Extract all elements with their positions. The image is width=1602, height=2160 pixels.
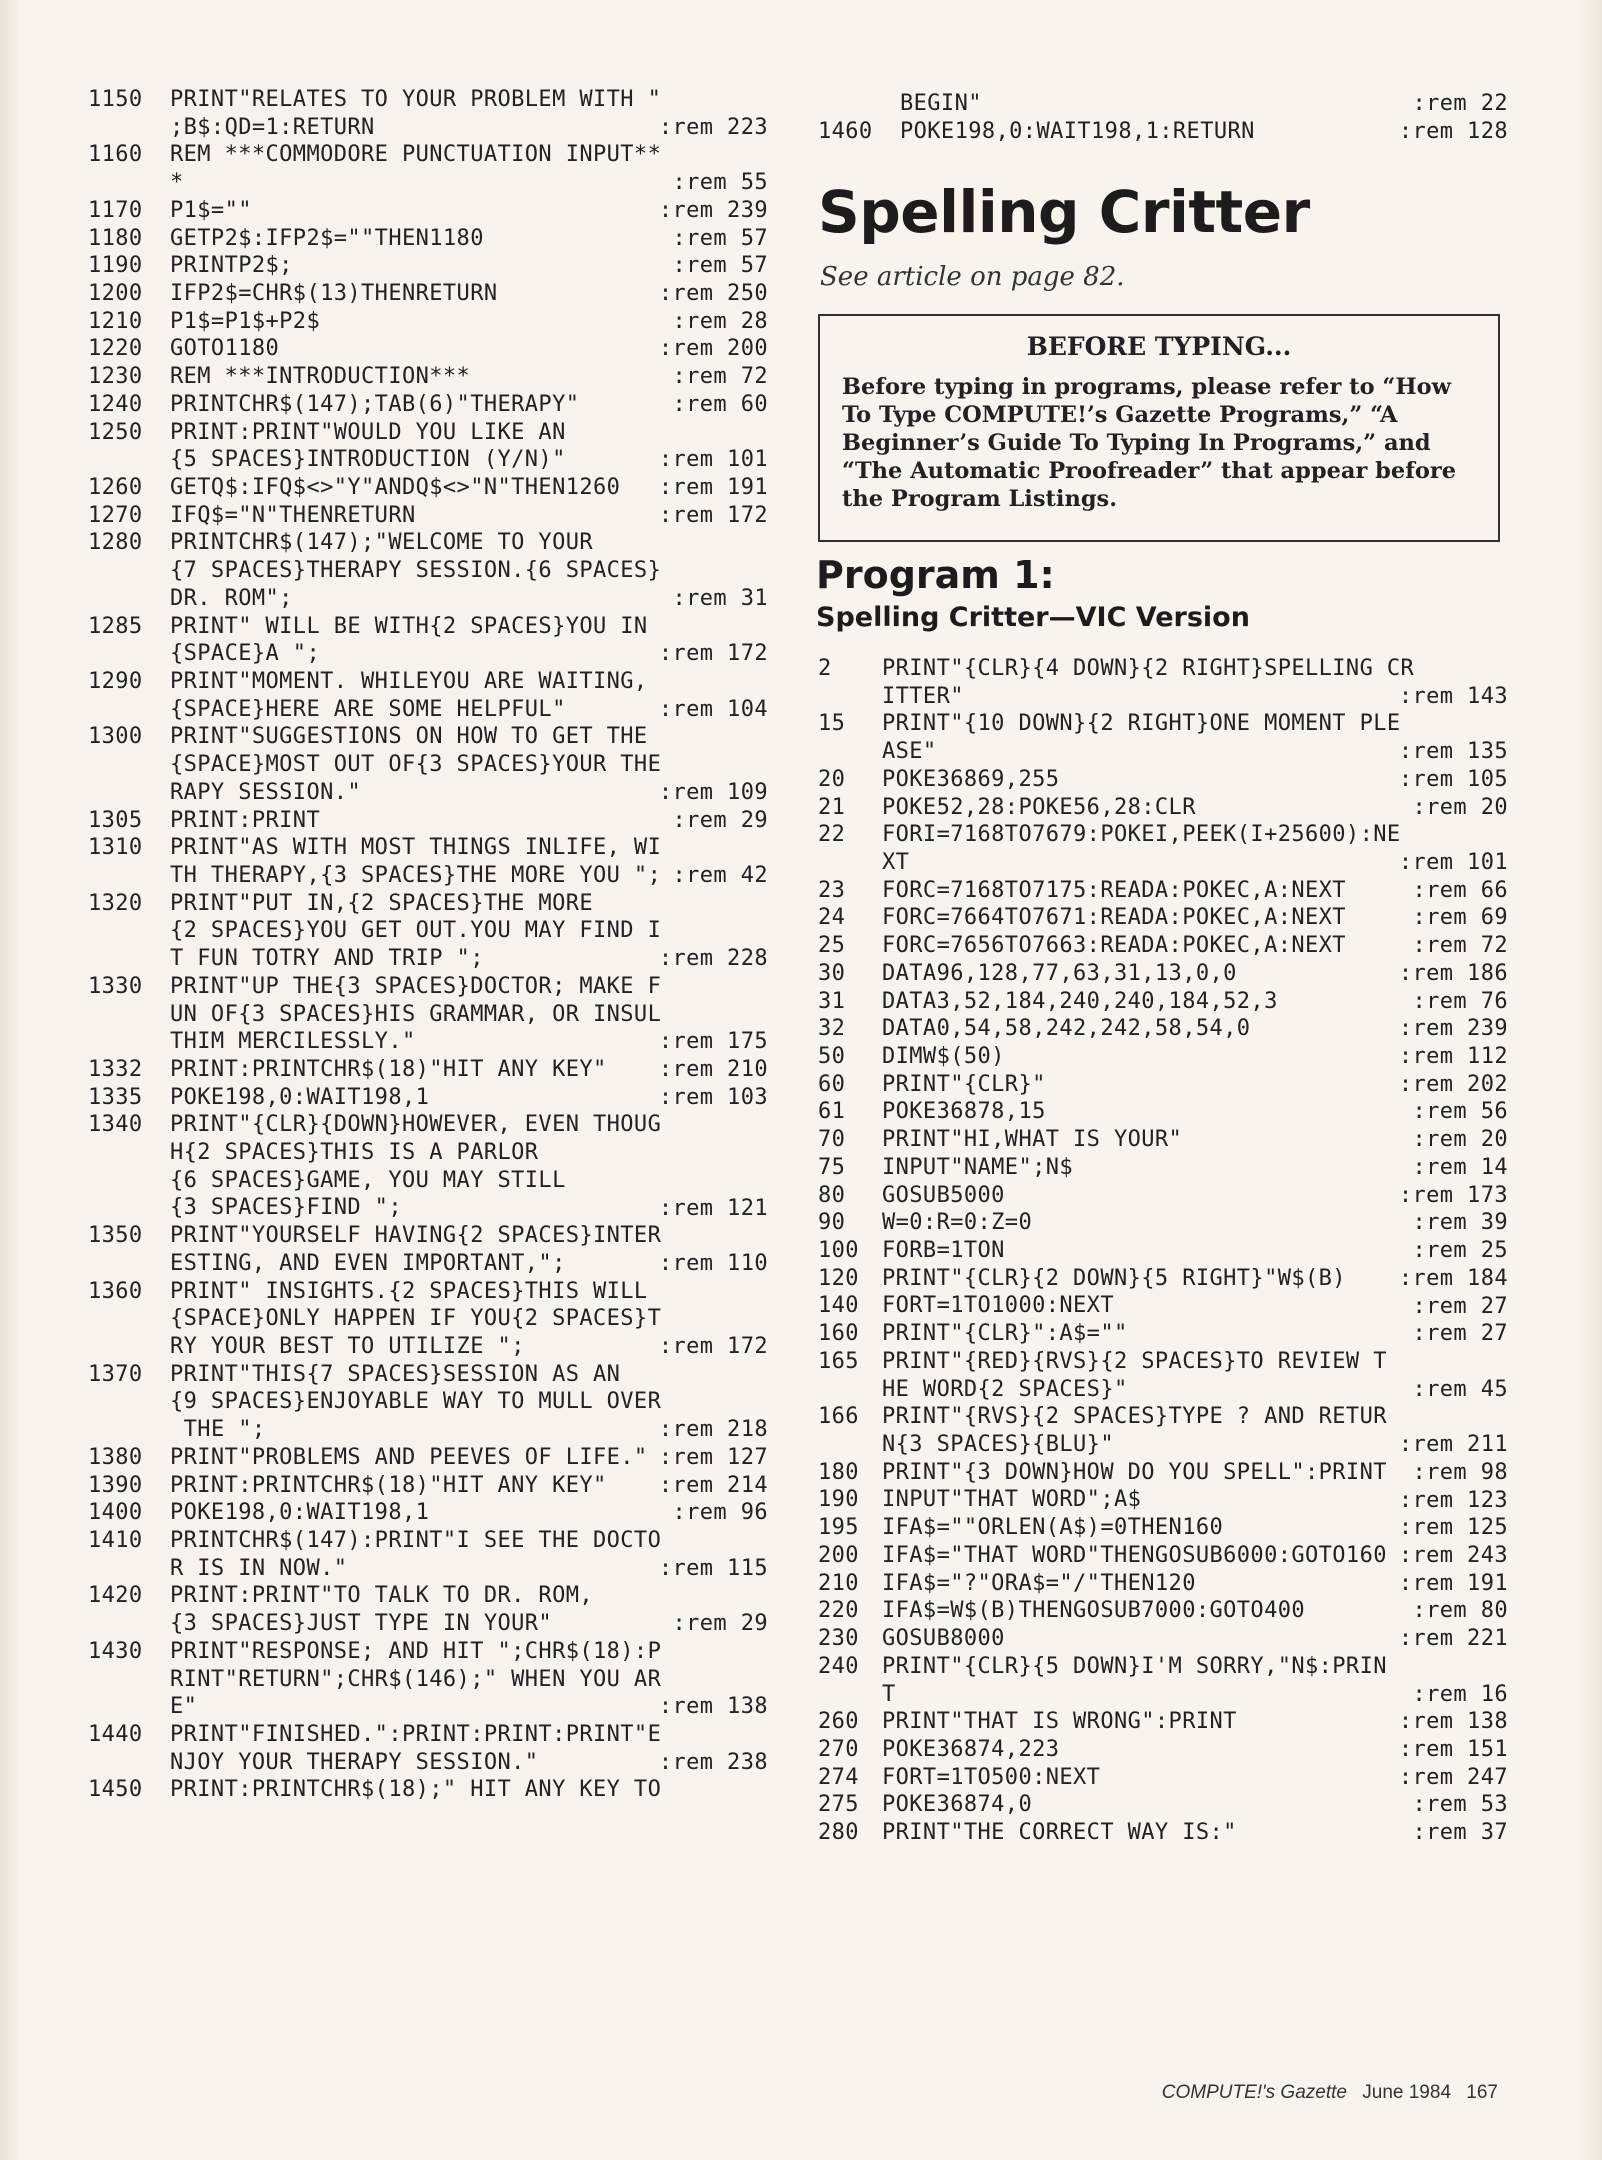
rem-checksum: :rem 115 [658, 1555, 768, 1581]
line-number: 270 [818, 1736, 859, 1762]
rem-checksum: :rem 173 [1398, 1182, 1508, 1208]
line-number: 60 [818, 1071, 846, 1097]
rem-checksum: :rem 22 [1412, 91, 1508, 117]
line-number: 1380 [88, 1444, 143, 1470]
line-number: 1410 [88, 1528, 143, 1554]
rem-checksum: :rem 72 [672, 364, 768, 390]
rem-checksum: :rem 29 [672, 1611, 768, 1637]
line-number: 1430 [88, 1638, 143, 1664]
right-program-listing [818, 655, 1508, 1847]
rem-checksum: :rem 66 [1412, 877, 1508, 903]
rem-checksum: :rem 143 [1398, 683, 1508, 709]
line-number: 1460 [818, 118, 873, 144]
listing-line [818, 1791, 1508, 1819]
rem-checksum: :rem 128 [1398, 118, 1508, 144]
line-code: INPUT"NAME";N$ [882, 1154, 1074, 1180]
rem-checksum: :rem 39 [1412, 1210, 1508, 1236]
line-number: 1200 [88, 281, 143, 306]
footer-date: June 1984 [1362, 2082, 1452, 2103]
listing-line [818, 794, 1508, 822]
rem-checksum: :rem 239 [1398, 1016, 1508, 1042]
line-code: PRINT"UP THE{3 SPACES}DOCTOR; MAKE F UN OF{3 SPACES}HIS GRAMMAR, OR INSUL THIM MERCILESSLY." [170, 973, 662, 1055]
rem-checksum: :rem 214 [658, 1472, 768, 1498]
rem-checksum: :rem 135 [1398, 739, 1508, 765]
line-number: 165 [818, 1348, 859, 1374]
line-code: FORB=1TON [882, 1238, 1005, 1264]
rem-checksum: :rem 55 [672, 170, 768, 196]
line-code: PRINT"MOMENT. WHILEYOU ARE WAITING, {SPACE}HERE ARE SOME HELPFUL" [170, 669, 648, 722]
line-code: IFP2$=CHR$(13)THENRETURN [170, 281, 498, 306]
listing-line [88, 807, 768, 835]
rem-checksum: :rem 80 [1412, 1598, 1508, 1624]
line-code: PRINT"PUT IN,{2 SPACES}THE MORE {2 SPACES}YOU GET OUT.YOU MAY FIND I T FUN TOTRY AND TRIP "; [170, 890, 662, 972]
listing-line [88, 308, 768, 336]
rem-checksum: :rem 57 [672, 225, 768, 251]
line-code: FORC=7664TO7671:READA:POKEC,A:NEXT [882, 905, 1346, 931]
rem-checksum: :rem 210 [658, 1056, 768, 1082]
line-code: PRINT"RELATES TO YOUR PROBLEM WITH " ;B$:QD=1:RETURN [170, 87, 662, 140]
line-number: 280 [818, 1820, 859, 1846]
rem-checksum: :rem 184 [1398, 1265, 1508, 1291]
line-number: 1220 [88, 336, 143, 362]
line-code: PRINTCHR$(147);"WELCOME TO YOUR {7 SPACES}THERAPY SESSION.{6 SPACES} DR. ROM"; [170, 530, 662, 611]
line-code: PRINT"PROBLEMS AND PEEVES OF LIFE." [170, 1444, 648, 1470]
line-code: PRINT:PRINTCHR$(18)"HIT ANY KEY" [170, 1472, 607, 1498]
rem-checksum: :rem 200 [658, 336, 768, 362]
line-number: 1150 [88, 87, 143, 112]
listing-line [88, 1582, 768, 1637]
line-code: IFA$="THAT WORD"THENGOSUB6000:GOTO160 [882, 1542, 1387, 1568]
rem-checksum: :rem 20 [1412, 794, 1508, 820]
line-code: GOSUB8000 [882, 1626, 1005, 1652]
line-number: 1370 [88, 1361, 143, 1387]
line-number: 2 [818, 656, 832, 681]
line-number [818, 90, 900, 118]
rem-checksum: :rem 121 [658, 1195, 768, 1221]
line-code: POKE36869,255 [882, 766, 1060, 792]
line-code: POKE36878,15 [882, 1099, 1046, 1125]
line-number: 70 [818, 1127, 846, 1153]
line-code: PRINT:PRINT"TO TALK TO DR. ROM, {3 SPACES}JUST TYPE IN YOUR" [170, 1583, 593, 1637]
listing-line [88, 391, 768, 419]
line-number: 1170 [88, 197, 143, 223]
rem-checksum: :rem 191 [658, 475, 768, 501]
rem-checksum: :rem 186 [1398, 960, 1508, 986]
line-code: REM ***INTRODUCTION*** [170, 364, 471, 390]
line-code: DATA0,54,58,242,242,58,54,0 [882, 1016, 1251, 1042]
rem-checksum: :rem 238 [658, 1749, 768, 1775]
rem-checksum: :rem 221 [1398, 1626, 1508, 1652]
line-number: 15 [818, 711, 846, 737]
rem-checksum: :rem 57 [672, 253, 768, 279]
line-code: PRINT"{CLR}{4 DOWN}{2 RIGHT}SPELLING CR ITTER" [882, 656, 1415, 709]
line-number: 230 [818, 1626, 859, 1652]
listing-line [818, 988, 1508, 1016]
line-number: 1210 [88, 308, 143, 334]
rem-checksum: :rem 105 [1398, 766, 1508, 792]
rem-checksum: :rem 247 [1398, 1764, 1508, 1790]
listing-line [88, 225, 768, 253]
line-number: 1350 [88, 1223, 143, 1249]
line-code: PRINT"SUGGESTIONS ON HOW TO GET THE {SPACE}MOST OUT OF{3 SPACES}YOUR THE RAPY SESSION." [170, 724, 662, 805]
line-code: P1$="" [170, 197, 252, 223]
line-number: 1270 [88, 502, 143, 528]
line-code: P1$=P1$+P2$ [170, 308, 321, 334]
rem-checksum: :rem 109 [658, 779, 768, 805]
line-number: 24 [818, 905, 846, 931]
line-code: PRINT:PRINT"WOULD YOU LIKE AN {5 SPACES}INTRODUCTION (Y/N)" [170, 419, 566, 473]
line-number: 1160 [88, 142, 143, 168]
line-code: PRINTP2$; [170, 253, 293, 279]
line-number: 1180 [88, 225, 143, 251]
line-number: 30 [818, 960, 846, 986]
line-code: FORC=7168TO7175:READA:POKEC,A:NEXT [882, 877, 1346, 903]
rem-checksum: :rem 211 [1398, 1432, 1508, 1458]
rem-checksum: :rem 151 [1398, 1736, 1508, 1762]
rem-checksum: :rem 101 [658, 447, 768, 473]
line-number: 140 [818, 1293, 859, 1319]
line-number: 1360 [88, 1278, 143, 1304]
line-code: POKE198,0:WAIT198,1 [170, 1500, 430, 1526]
footer-publication: COMPUTE!'s Gazette [1161, 2082, 1347, 2103]
line-number: 1250 [88, 419, 143, 445]
line-number: 1450 [88, 1777, 143, 1803]
line-code: PRINT" INSIGHTS.{2 SPACES}THIS WILL {SPACE}ONLY HAPPEN IF YOU{2 SPACES}T RY YOUR BEST TO UTILIZE "; [170, 1278, 662, 1360]
line-code: FORT=1TO1000:NEXT [882, 1293, 1114, 1319]
listing-line [818, 1819, 1508, 1847]
rem-checksum: :rem 138 [658, 1694, 768, 1720]
line-code: IFA$=""ORLEN(A$)=0THEN160 [882, 1515, 1224, 1541]
line-number: 1285 [88, 613, 143, 639]
line-code: PRINT"THIS{7 SPACES}SESSION AS AN {9 SPACES}ENJOYABLE WAY TO MULL OVER THE "; [170, 1361, 662, 1443]
listing-line [88, 1776, 768, 1804]
rem-checksum: :rem 69 [1412, 905, 1508, 931]
line-code: PRINT"YOURSELF HAVING{2 SPACES}INTER ESTING, AND EVEN IMPORTANT,"; [170, 1223, 662, 1276]
rem-checksum: :rem 16 [1412, 1681, 1508, 1707]
line-number: 260 [818, 1709, 859, 1735]
line-number: 166 [818, 1404, 859, 1430]
rem-checksum: :rem 60 [672, 391, 768, 417]
rem-checksum: :rem 98 [1412, 1459, 1508, 1485]
rem-checksum: :rem 172 [658, 641, 768, 667]
rem-checksum: :rem 127 [658, 1444, 768, 1470]
line-code: POKE52,28:POKE56,28:CLR [882, 794, 1196, 820]
line-code: W=0:R=0:Z=0 [882, 1210, 1033, 1236]
line-code: INPUT"THAT WORD";A$ [882, 1487, 1142, 1513]
listing-line [88, 529, 768, 612]
line-number: 61 [818, 1099, 846, 1125]
listing-line [818, 1597, 1508, 1625]
article-title: Spelling Critter [818, 178, 1310, 246]
line-number: 1400 [88, 1500, 143, 1526]
line-code: BEGIN" [900, 91, 982, 116]
rem-checksum: :rem 172 [658, 502, 768, 528]
rem-checksum: :rem 175 [658, 1029, 768, 1055]
line-code: POKE36874,223 [882, 1736, 1060, 1762]
line-code: PRINT"RESPONSE; AND HIT ";CHR$(18):P RINT"RETURN";CHR$(146);" WHEN YOU AR E" [170, 1638, 662, 1720]
listing-line [818, 1348, 1508, 1403]
line-code: PRINT"FINISHED.":PRINT:PRINT:PRINT"E NJOY YOUR THERAPY SESSION." [170, 1722, 662, 1775]
line-number: 100 [818, 1238, 859, 1264]
line-code: FORT=1TO500:NEXT [882, 1764, 1101, 1790]
line-code: PRINT"THE CORRECT WAY IS:" [882, 1820, 1237, 1846]
listing-line [818, 904, 1508, 932]
line-code: GOTO1180 [170, 336, 280, 362]
line-number: 1340 [88, 1112, 143, 1138]
line-number: 90 [818, 1210, 846, 1236]
line-number: 80 [818, 1182, 846, 1208]
rem-checksum: :rem 138 [1398, 1709, 1508, 1735]
rem-checksum: :rem 223 [658, 114, 768, 140]
rem-checksum: :rem 250 [658, 281, 768, 307]
listing-line [88, 1499, 768, 1527]
line-code: FORI=7168TO7679:POKEI,PEEK(I+25600):NE XT [882, 822, 1401, 875]
line-number: 50 [818, 1044, 846, 1070]
line-code: PRINT:PRINT [170, 807, 321, 833]
rem-checksum: :rem 191 [1398, 1570, 1508, 1596]
continued-program-listing [818, 90, 1508, 145]
line-number: 1190 [88, 253, 143, 279]
line-code: PRINT"{10 DOWN}{2 RIGHT}ONE MOMENT PLE ASE" [882, 711, 1401, 765]
rem-checksum: :rem 228 [658, 946, 768, 972]
line-code: PRINT"{CLR}{2 DOWN}{5 RIGHT}"W$(B) [882, 1265, 1346, 1291]
listing-line [818, 90, 1508, 118]
listing-line [88, 834, 768, 889]
box-text: Before typing in programs, please refer to “How To Type COMPUTE!’s Gazette Programs,” “A Beginner’s Guide To Typing In Programs,” and “The Automatic Proofreader” that appear before the Program Listings. [842, 374, 1457, 512]
rem-checksum: :rem 27 [1412, 1321, 1508, 1347]
rem-checksum: :rem 37 [1412, 1820, 1508, 1846]
line-number: 21 [818, 794, 846, 820]
before-typing-box [818, 314, 1500, 542]
listing-line [818, 1320, 1508, 1348]
line-code: IFA$="?"ORA$="/"THEN120 [882, 1570, 1196, 1596]
listing-line [818, 1209, 1508, 1237]
see-article-note: See article on page 82. [820, 262, 1125, 292]
page-footer [1152, 2082, 1498, 2104]
listing-line [818, 877, 1508, 905]
rem-checksum: :rem 25 [1412, 1238, 1508, 1264]
rem-checksum: :rem 42 [672, 862, 768, 888]
listing-line [818, 1126, 1508, 1154]
rem-checksum: :rem 28 [672, 308, 768, 334]
listing-line [818, 1154, 1508, 1182]
listing-line [818, 1653, 1508, 1708]
rem-checksum: :rem 31 [672, 585, 768, 611]
line-number: 1240 [88, 391, 143, 417]
rem-checksum: :rem 72 [1412, 933, 1508, 959]
line-code: DIMW$(50) [882, 1044, 1005, 1070]
footer-page-number: 167 [1466, 2082, 1498, 2103]
listing-line [818, 1459, 1508, 1487]
line-number: 1260 [88, 475, 143, 501]
program-subheading: Spelling Critter—VIC Version [816, 602, 1250, 633]
rem-checksum: :rem 125 [1398, 1515, 1508, 1541]
listing-line [88, 141, 768, 196]
line-code: PRINT:PRINTCHR$(18)"HIT ANY KEY" [170, 1056, 607, 1082]
line-code: PRINTCHR$(147);TAB(6)"THERAPY" [170, 391, 580, 417]
listing-line [818, 1237, 1508, 1265]
listing-line [818, 932, 1508, 960]
line-number: 32 [818, 1016, 846, 1042]
line-code: REM ***COMMODORE PUNCTUATION INPUT** * [170, 142, 662, 196]
line-code: POKE36874,0 [882, 1792, 1033, 1818]
line-code: GETP2$:IFP2$=""THEN1180 [170, 225, 484, 251]
line-code: PRINT"{CLR}{5 DOWN}I'M SORRY,"N$:PRIN T [882, 1653, 1387, 1707]
line-number: 1420 [88, 1583, 143, 1609]
listing-line [818, 1098, 1508, 1126]
rem-checksum: :rem 76 [1412, 988, 1508, 1014]
line-number: 210 [818, 1570, 859, 1596]
line-code: PRINT"{CLR}":A$="" [882, 1321, 1128, 1347]
line-number: 274 [818, 1764, 859, 1790]
line-number: 190 [818, 1487, 859, 1513]
line-number: 1330 [88, 973, 143, 999]
line-number: 240 [818, 1653, 859, 1679]
line-number: 1332 [88, 1056, 143, 1082]
line-number: 1335 [88, 1084, 143, 1110]
line-code: POKE198,0:WAIT198,1:RETURN [900, 118, 1255, 144]
rem-checksum: :rem 104 [658, 696, 768, 722]
line-code: PRINT" WILL BE WITH{2 SPACES}YOU IN {SPACE}A "; [170, 613, 648, 667]
left-program-listing [88, 86, 768, 1804]
line-code: IFA$=W$(B)THENGOSUB7000:GOTO400 [882, 1598, 1305, 1624]
rem-checksum: :rem 29 [672, 807, 768, 833]
line-number: 275 [818, 1792, 859, 1818]
line-code: PRINT"{RVS}{2 SPACES}TYPE ? AND RETUR N{3 SPACES}{BLU}" [882, 1404, 1387, 1458]
rem-checksum: :rem 101 [1398, 850, 1508, 875]
rem-checksum: :rem 110 [658, 1250, 768, 1276]
box-heading: BEFORE TYPING... [1026, 332, 1292, 361]
line-number: 22 [818, 822, 846, 848]
rem-checksum: :rem 239 [658, 197, 768, 223]
line-number: 200 [818, 1542, 859, 1568]
rem-checksum: :rem 14 [1412, 1154, 1508, 1180]
line-number: 1230 [88, 364, 143, 390]
line-number: 1280 [88, 530, 143, 556]
rem-checksum: :rem 27 [1412, 1293, 1508, 1319]
line-number: 1440 [88, 1722, 143, 1747]
line-number: 1300 [88, 724, 143, 750]
line-number: 1310 [88, 835, 143, 861]
line-code: IFQ$="N"THENRETURN [170, 502, 416, 528]
rem-checksum: :rem 218 [658, 1417, 768, 1443]
line-number: 31 [818, 988, 846, 1014]
line-number: 195 [818, 1515, 859, 1541]
line-code: GOSUB5000 [882, 1182, 1005, 1208]
rem-checksum: :rem 202 [1398, 1071, 1508, 1097]
line-code: POKE198,0:WAIT198,1 [170, 1084, 430, 1110]
line-number: 1290 [88, 669, 143, 694]
rem-checksum: :rem 53 [1412, 1792, 1508, 1818]
listing-line [88, 363, 768, 391]
line-code: PRINT"{3 DOWN}HOW DO YOU SPELL":PRINT [882, 1459, 1387, 1485]
line-number: 1390 [88, 1472, 143, 1498]
rem-checksum: :rem 103 [658, 1084, 768, 1110]
line-code: PRINT"HI,WHAT IS YOUR" [882, 1127, 1183, 1153]
line-code: PRINT"{RED}{RVS}{2 SPACES}TO REVIEW T HE WORD{2 SPACES}" [882, 1348, 1387, 1402]
rem-checksum: :rem 123 [1398, 1487, 1508, 1513]
rem-checksum: :rem 243 [1398, 1542, 1508, 1568]
line-code: PRINT:PRINTCHR$(18);" HIT ANY KEY TO [170, 1777, 662, 1803]
line-code: DATA3,52,184,240,240,184,52,3 [882, 988, 1278, 1014]
line-code: GETQ$:IFQ$<>"Y"ANDQ$<>"N"THEN1260 [170, 475, 621, 501]
rem-checksum: :rem 56 [1412, 1099, 1508, 1125]
line-number: 25 [818, 933, 846, 959]
line-code: PRINT"THAT IS WRONG":PRINT [882, 1709, 1237, 1735]
line-code: PRINT"{CLR}{DOWN}HOWEVER, EVEN THOUG H{2 SPACES}THIS IS A PARLOR {6 SPACES}GAME, YOU MAY STILL {3 SPACES}FIND "; [170, 1112, 662, 1221]
program-heading: Program 1: [816, 553, 1055, 597]
line-number: 75 [818, 1154, 846, 1180]
rem-checksum: :rem 96 [672, 1500, 768, 1526]
listing-line [818, 1292, 1508, 1320]
listing-line [88, 252, 768, 280]
rem-checksum: :rem 172 [658, 1334, 768, 1360]
line-number: 20 [818, 766, 846, 792]
line-number: 1305 [88, 807, 143, 833]
line-code: PRINTCHR$(147):PRINT"I SEE THE DOCTO R IS IN NOW." [170, 1528, 662, 1581]
rem-checksum: :rem 45 [1412, 1376, 1508, 1402]
line-number: 23 [818, 877, 846, 903]
line-number: 120 [818, 1265, 859, 1291]
rem-checksum: :rem 20 [1412, 1127, 1508, 1153]
line-number: 160 [818, 1321, 859, 1347]
line-code: DATA96,128,77,63,31,13,0,0 [882, 960, 1237, 986]
line-number: 180 [818, 1459, 859, 1485]
line-code: PRINT"AS WITH MOST THINGS INLIFE, WI TH THERAPY,{3 SPACES}THE MORE YOU "; [170, 835, 662, 888]
rem-checksum: :rem 112 [1398, 1044, 1508, 1070]
line-number: 220 [818, 1598, 859, 1624]
line-number: 1320 [88, 890, 143, 916]
line-code: PRINT"{CLR}" [882, 1071, 1046, 1097]
line-code: FORC=7656TO7663:READA:POKEC,A:NEXT [882, 933, 1346, 959]
